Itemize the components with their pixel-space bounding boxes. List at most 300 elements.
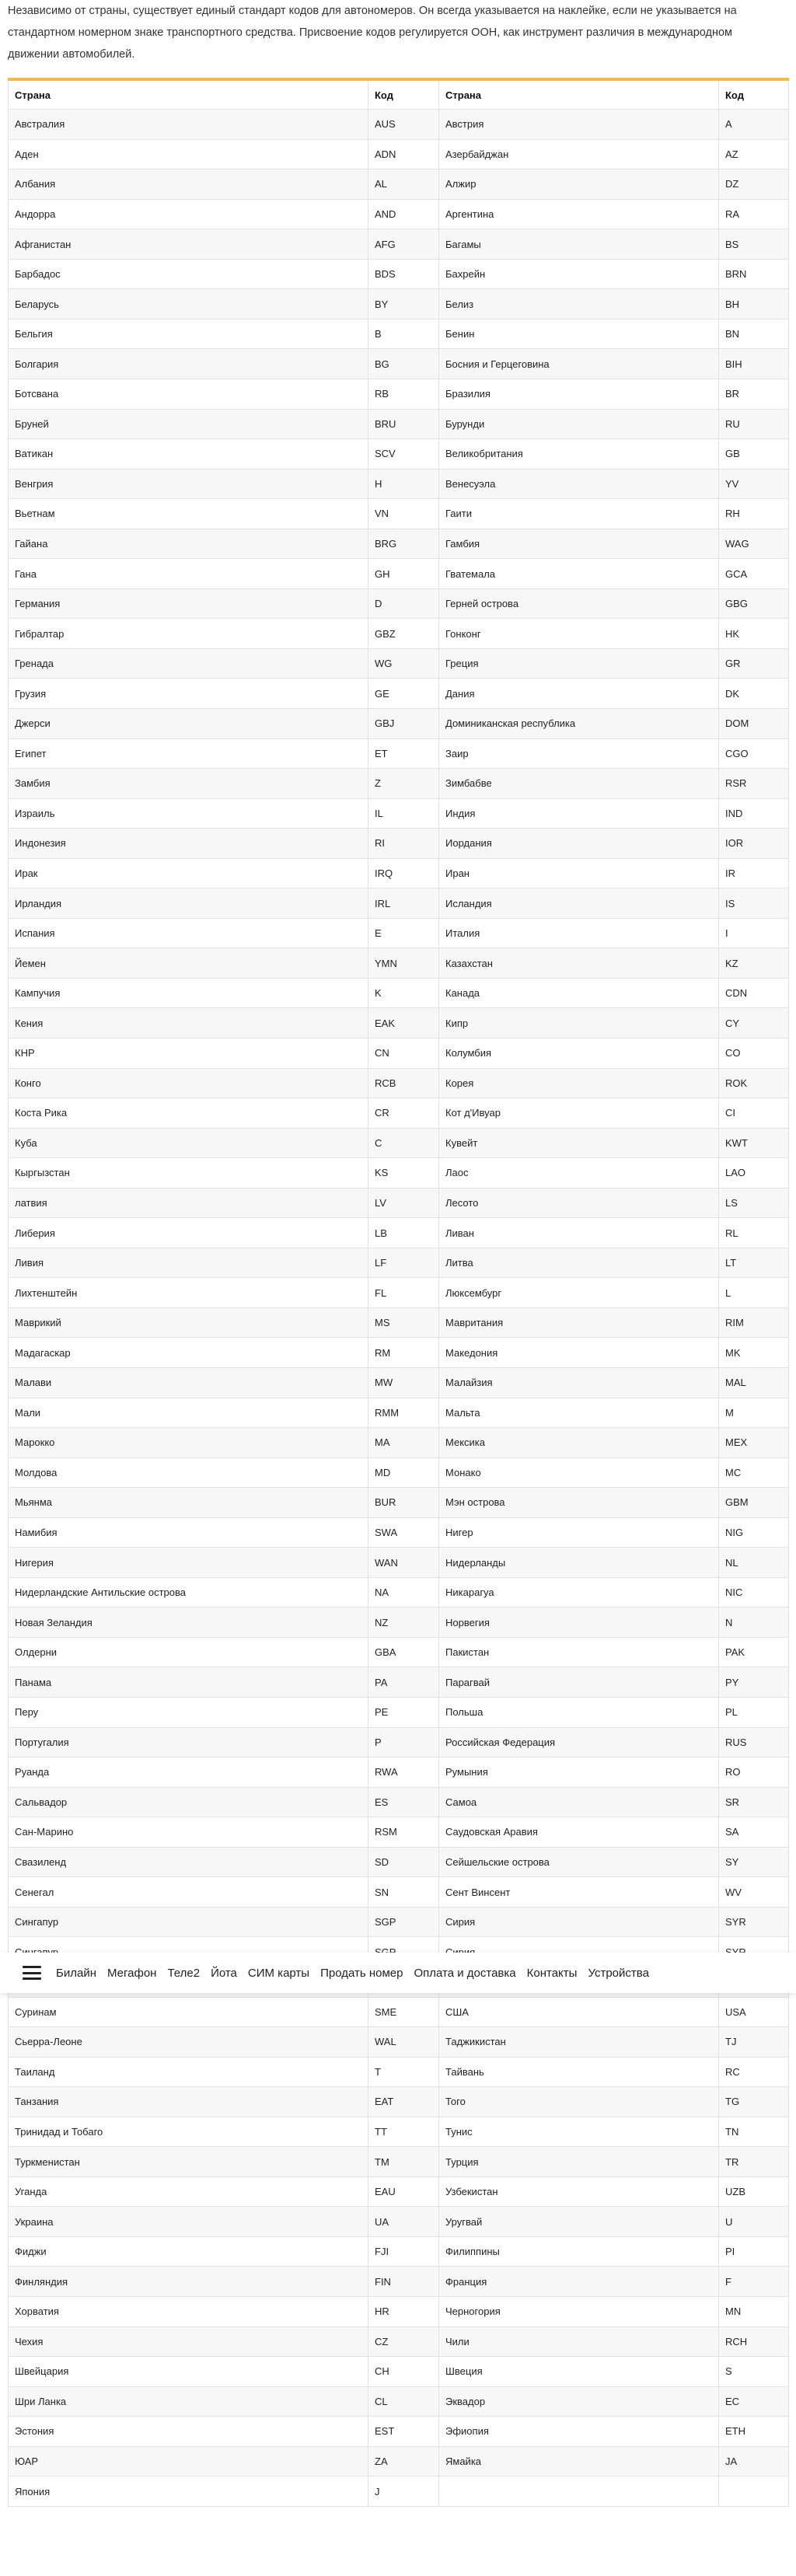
cell-code-2: TN: [719, 2117, 789, 2147]
cell-country-1: Хорватия: [9, 2296, 368, 2326]
cell-code-1: BUR: [368, 1488, 439, 1518]
cell-code-2: NL: [719, 1548, 789, 1578]
table-row: [9, 1548, 789, 1578]
table-row: [9, 1698, 789, 1728]
cell-code-1: RB: [368, 379, 439, 409]
cell-country-2: Кот д'Ивуар: [439, 1098, 719, 1129]
nav-link-yota[interactable]: Йота: [211, 1966, 237, 1980]
cell-country-2: Литва: [439, 1248, 719, 1278]
table-row: [9, 2296, 789, 2326]
cell-code-2: SYR: [719, 1907, 789, 1937]
cell-country-2: Тунис: [439, 2117, 719, 2147]
table-row: [9, 2087, 789, 2117]
cell-country-2: Чили: [439, 2326, 719, 2357]
cell-country-1: Ватикан: [9, 439, 368, 469]
table-header-row: [9, 79, 789, 110]
cell-code-1: B: [368, 319, 439, 349]
table-row: [9, 888, 789, 919]
cell-country-2: Парагвай: [439, 1667, 719, 1698]
cell-country-2: Македония: [439, 1338, 719, 1368]
cell-country-2: Кипр: [439, 1008, 719, 1038]
cell-country-1: Замбия: [9, 769, 368, 799]
cell-country-2: Франция: [439, 2267, 719, 2297]
cell-country-2: Турция: [439, 2147, 719, 2177]
cell-country-2: Греция: [439, 648, 719, 679]
table-row: [9, 439, 789, 469]
cell-code-2: WAG: [719, 529, 789, 559]
cell-code-1: WAL: [368, 2027, 439, 2058]
table-row: [9, 2477, 789, 2507]
table-row: [9, 409, 789, 439]
table-row: [9, 918, 789, 948]
cell-code-1: FJI: [368, 2236, 439, 2267]
table-row: [9, 1398, 789, 1428]
table-row: [9, 2057, 789, 2087]
cell-code-1: FL: [368, 1278, 439, 1308]
cell-code-2: BS: [719, 229, 789, 260]
cell-country-1: Ирландия: [9, 888, 368, 919]
table-row: [9, 1128, 789, 1158]
table-row: [9, 1307, 789, 1338]
cell-code-2: M: [719, 1398, 789, 1428]
table-row: [9, 289, 789, 319]
cell-code-2: ROK: [719, 1068, 789, 1098]
cell-country-1: Марокко: [9, 1428, 368, 1458]
cell-code-2: IR: [719, 858, 789, 888]
cell-code-2: MN: [719, 2296, 789, 2326]
cell-country-2: Мальта: [439, 1398, 719, 1428]
cell-country-1: Мьянма: [9, 1488, 368, 1518]
table-row: [9, 1877, 789, 1908]
cell-country-1: Испания: [9, 918, 368, 948]
table-row: [9, 529, 789, 559]
cell-country-2: Бразилия: [439, 379, 719, 409]
cell-code-1: CH: [368, 2357, 439, 2387]
cell-code-1: BDS: [368, 259, 439, 289]
cell-country-1: Беларусь: [9, 289, 368, 319]
cell-code-1: BRU: [368, 409, 439, 439]
cell-country-1: Венгрия: [9, 469, 368, 499]
cell-country-2: Мексика: [439, 1428, 719, 1458]
table-row: [9, 139, 789, 169]
cell-country-1: Маврикий: [9, 1307, 368, 1338]
cell-country-1: Молдова: [9, 1457, 368, 1488]
table-body: [9, 110, 789, 2507]
cell-country-1: Коста Рика: [9, 1098, 368, 1129]
cell-country-2: Иордания: [439, 829, 719, 859]
cell-country-1: Андорра: [9, 199, 368, 229]
cell-country-1: Ирак: [9, 858, 368, 888]
table-row: [9, 259, 789, 289]
cell-country-2: Ливан: [439, 1218, 719, 1248]
cell-code-2: PY: [719, 1667, 789, 1698]
cell-code-1: RWA: [368, 1757, 439, 1788]
cell-code-2: LS: [719, 1188, 789, 1218]
cell-code-2: JA: [719, 2446, 789, 2477]
cell-code-2: RA: [719, 199, 789, 229]
table-row: [9, 1038, 789, 1069]
table-row: [9, 2386, 789, 2417]
table-row: [9, 559, 789, 589]
hamburger-menu-icon[interactable]: [23, 1966, 41, 1980]
cell-country-1: Сингапур: [9, 1907, 368, 1937]
cell-country-1: Япония: [9, 2477, 368, 2507]
cell-country-2: Заир: [439, 738, 719, 769]
cell-code-2: CY: [719, 1008, 789, 1038]
table-row: [9, 1368, 789, 1398]
table-row: [9, 679, 789, 709]
table-row: [9, 199, 789, 229]
cell-country-1: Лихтенштейн: [9, 1278, 368, 1308]
table-row: [9, 738, 789, 769]
cell-code-2: LT: [719, 1248, 789, 1278]
cell-country-1: Туркменистан: [9, 2147, 368, 2177]
cell-code-2: S: [719, 2357, 789, 2387]
cell-code-2: UZB: [719, 2176, 789, 2207]
cell-code-2: SA: [719, 1817, 789, 1848]
cell-country-1: Уганда: [9, 2176, 368, 2207]
cell-code-2: BH: [719, 289, 789, 319]
cell-code-1: SWA: [368, 1517, 439, 1548]
cell-country-2: Мавритания: [439, 1307, 719, 1338]
cell-code-2: NIC: [719, 1577, 789, 1607]
table-row: [9, 2176, 789, 2207]
cell-code-2: MAL: [719, 1368, 789, 1398]
table-row: [9, 1757, 789, 1788]
cell-country-1: Джерси: [9, 708, 368, 738]
cell-country-1: Конго: [9, 1068, 368, 1098]
cell-code-2: RUS: [719, 1727, 789, 1757]
cell-country-1: Португалия: [9, 1727, 368, 1757]
cell-country-1: Кыргызстан: [9, 1158, 368, 1189]
cell-code-1: RM: [368, 1338, 439, 1368]
cell-country-1: Гренада: [9, 648, 368, 679]
cell-code-1: SN: [368, 1877, 439, 1908]
cell-code-2: CGO: [719, 738, 789, 769]
cell-code-2: USA: [719, 1997, 789, 2027]
cell-country-2: Великобритания: [439, 439, 719, 469]
cell-code-1: IL: [368, 798, 439, 829]
cell-code-1: IRQ: [368, 858, 439, 888]
cell-code-1: GBA: [368, 1637, 439, 1667]
cell-code-1: C: [368, 1128, 439, 1158]
cell-country-1: Мадагаскар: [9, 1338, 368, 1368]
cell-code-2: CI: [719, 1098, 789, 1129]
cell-country-2: Лаос: [439, 1158, 719, 1189]
cell-code-2: CDN: [719, 978, 789, 1008]
cell-code-1: LV: [368, 1188, 439, 1218]
cell-code-2: RL: [719, 1218, 789, 1248]
intro-paragraph: Независимо от страны, существует единый стандарт кодов для автономеров. Он всегда указывается на наклейке, если не указывается на стандартном номерном знаке транспортного средства. Присвоение кодов регулируется ООН, как инструмент различия в международном движении автомобилей.: [8, 5, 737, 61]
cell-country-1: Йемен: [9, 948, 368, 979]
cell-code-1: RSM: [368, 1817, 439, 1848]
table-row: [9, 2117, 789, 2147]
cell-code-1: Z: [368, 769, 439, 799]
cell-code-2: A: [719, 110, 789, 140]
cell-code-1: SME: [368, 1997, 439, 2027]
cell-country-2: Сейшельские острова: [439, 1847, 719, 1877]
cell-code-1: CZ: [368, 2326, 439, 2357]
nav-link-tele2[interactable]: Теле2: [167, 1966, 201, 1980]
cell-code-2: I: [719, 918, 789, 948]
cell-country-2: Гаити: [439, 499, 719, 529]
table-row: [9, 2446, 789, 2477]
cell-country-1: Болгария: [9, 349, 368, 379]
cell-country-1: Ботсвана: [9, 379, 368, 409]
table-row: [9, 858, 789, 888]
cell-code-1: EAU: [368, 2176, 439, 2207]
cell-code-1: P: [368, 1727, 439, 1757]
cell-code-1: KS: [368, 1158, 439, 1189]
cell-code-1: PA: [368, 1667, 439, 1698]
cell-country-1: Нидерландские Антильские острова: [9, 1577, 368, 1607]
cell-code-2: RIM: [719, 1307, 789, 1338]
nav-link-beeline[interactable]: Билайн: [56, 1966, 96, 1980]
cell-code-1: TT: [368, 2117, 439, 2147]
table-row: [9, 588, 789, 619]
nav-link-sim-cards[interactable]: СИМ карты: [247, 1966, 310, 1980]
cell-code-1: WG: [368, 648, 439, 679]
cell-code-2: L: [719, 1278, 789, 1308]
nav-link-contacts[interactable]: Контакты: [526, 1966, 578, 1980]
cell-country-1: Египет: [9, 738, 368, 769]
cell-code-1: LB: [368, 1218, 439, 1248]
cell-code-2: SR: [719, 1787, 789, 1817]
cell-country-2: Никарагуа: [439, 1577, 719, 1607]
cell-code-1: IRL: [368, 888, 439, 919]
cell-country-2: Индия: [439, 798, 719, 829]
nav-link-payment-delivery[interactable]: Оплата и доставка: [414, 1966, 516, 1980]
table-row: [9, 1338, 789, 1368]
cell-country-2: Того: [439, 2087, 719, 2117]
cell-country-2: Иран: [439, 858, 719, 888]
cell-country-1: Чехия: [9, 2326, 368, 2357]
cell-code-2: ETH: [719, 2417, 789, 2447]
cell-country-2: Зимбабве: [439, 769, 719, 799]
cell-country-2: Узбекистан: [439, 2176, 719, 2207]
cell-code-2: CO: [719, 1038, 789, 1069]
cell-country-2: Доминиканская республика: [439, 708, 719, 738]
table-row: [9, 1637, 789, 1667]
cell-country-1: Куба: [9, 1128, 368, 1158]
cell-code-1: BG: [368, 349, 439, 379]
cell-country-2: Лесото: [439, 1188, 719, 1218]
cell-code-2: RH: [719, 499, 789, 529]
cell-country-2: Азербайджан: [439, 139, 719, 169]
cell-country-1: Швейцария: [9, 2357, 368, 2387]
cell-country-2: Белиз: [439, 289, 719, 319]
nav-link-megafon[interactable]: Мегафон: [106, 1966, 157, 1980]
cell-code-2: KZ: [719, 948, 789, 979]
table-row: [9, 2267, 789, 2297]
cell-country-1: Сьерра-Леоне: [9, 2027, 368, 2058]
cell-code-2: DOM: [719, 708, 789, 738]
cell-code-1: TM: [368, 2147, 439, 2177]
cell-code-2: MEX: [719, 1428, 789, 1458]
cell-code-2: MC: [719, 1457, 789, 1488]
cell-country-1: Албания: [9, 169, 368, 200]
table-row: [9, 1577, 789, 1607]
cell-code-1: ADN: [368, 139, 439, 169]
table-row: [9, 1188, 789, 1218]
cell-code-1: AUS: [368, 110, 439, 140]
table-row: [9, 1068, 789, 1098]
table-row: [9, 2357, 789, 2387]
table-row: [9, 1218, 789, 1248]
cell-code-1: NZ: [368, 1607, 439, 1638]
cell-country-2: Тайвань: [439, 2057, 719, 2087]
table-row: [9, 1098, 789, 1129]
cell-country-1: Танзания: [9, 2087, 368, 2117]
cell-code-2: PL: [719, 1698, 789, 1728]
header-country-2: Страна: [439, 79, 719, 110]
table-row: [9, 319, 789, 349]
table-row: [9, 619, 789, 649]
cell-code-2: IS: [719, 888, 789, 919]
table-row: [9, 499, 789, 529]
cell-country-2: США: [439, 1997, 719, 2027]
cell-code-2: RO: [719, 1757, 789, 1788]
cell-code-2: BIH: [719, 349, 789, 379]
cell-country-2: Румыния: [439, 1757, 719, 1788]
cell-code-1: SD: [368, 1847, 439, 1877]
cell-country-2: Канада: [439, 978, 719, 1008]
cell-country-2: Польша: [439, 1698, 719, 1728]
cell-country-2: Ямайка: [439, 2446, 719, 2477]
table-row: [9, 1607, 789, 1638]
cell-code-1: MD: [368, 1457, 439, 1488]
cell-code-2: IND: [719, 798, 789, 829]
table-row: [9, 1817, 789, 1848]
cell-country-1: Барбадос: [9, 259, 368, 289]
cell-country-1: Либерия: [9, 1218, 368, 1248]
cell-country-2: Багамы: [439, 229, 719, 260]
cell-country-1: Сенегал: [9, 1877, 368, 1908]
cell-country-1: ЮАР: [9, 2446, 368, 2477]
cell-country-1: Суринам: [9, 1997, 368, 2027]
country-codes-table: [8, 78, 789, 2507]
nav-link-sell-number[interactable]: Продать номер: [320, 1966, 403, 1980]
cell-country-2: Австрия: [439, 110, 719, 140]
cell-country-2: Италия: [439, 918, 719, 948]
cell-country-1: Гайана: [9, 529, 368, 559]
cell-code-2: GB: [719, 439, 789, 469]
cell-country-2: Монако: [439, 1457, 719, 1488]
cell-code-1: HR: [368, 2296, 439, 2326]
cell-country-2: Гватемала: [439, 559, 719, 589]
cell-country-1: Бруней: [9, 409, 368, 439]
table-row: [9, 2027, 789, 2058]
cell-code-1: H: [368, 469, 439, 499]
cell-country-1: Свазиленд: [9, 1847, 368, 1877]
cell-code-1: GBZ: [368, 619, 439, 649]
cell-country-1: Грузия: [9, 679, 368, 709]
cell-country-2: Таджикистан: [439, 2027, 719, 2058]
cell-code-2: DZ: [719, 169, 789, 200]
cell-code-1: VN: [368, 499, 439, 529]
table-row: [9, 2207, 789, 2237]
cell-country-1: Аден: [9, 139, 368, 169]
cell-code-2: IOR: [719, 829, 789, 859]
cell-code-1: FIN: [368, 2267, 439, 2297]
cell-code-2: GCA: [719, 559, 789, 589]
cell-country-2: Российская Федерация: [439, 1727, 719, 1757]
cell-code-1: SGP: [368, 1907, 439, 1937]
cell-code-2: TG: [719, 2087, 789, 2117]
table-row: [9, 1517, 789, 1548]
cell-code-2: BN: [719, 319, 789, 349]
cell-country-1: Финляндия: [9, 2267, 368, 2297]
cell-code-1: K: [368, 978, 439, 1008]
cell-code-1: CN: [368, 1038, 439, 1069]
cell-code-2: MK: [719, 1338, 789, 1368]
cell-code-1: EAT: [368, 2087, 439, 2117]
cell-code-1: WAN: [368, 1548, 439, 1578]
cell-code-1: MS: [368, 1307, 439, 1338]
cell-code-1: MA: [368, 1428, 439, 1458]
table-row: [9, 229, 789, 260]
cell-country-2: Венесуэла: [439, 469, 719, 499]
cell-country-1: Вьетнам: [9, 499, 368, 529]
nav-link-devices[interactable]: Устройства: [588, 1966, 649, 1980]
cell-code-1: EST: [368, 2417, 439, 2447]
cell-country-1: латвия: [9, 1188, 368, 1218]
cell-country-2: Гонконг: [439, 619, 719, 649]
cell-country-2: Черногория: [439, 2296, 719, 2326]
cell-country-2: Люксембург: [439, 1278, 719, 1308]
cell-country-1: Германия: [9, 588, 368, 619]
cell-country-2: Эфиопия: [439, 2417, 719, 2447]
cell-code-1: SCV: [368, 439, 439, 469]
cell-code-1: MW: [368, 1368, 439, 1398]
table-row: [9, 948, 789, 979]
cell-code-1: E: [368, 918, 439, 948]
cell-country-2: Гамбия: [439, 529, 719, 559]
cell-code-1: GE: [368, 679, 439, 709]
cell-country-2: Нигер: [439, 1517, 719, 1548]
table-row: [9, 1457, 789, 1488]
table-row: [9, 2326, 789, 2357]
cell-code-2: LAO: [719, 1158, 789, 1189]
cell-code-2: KWT: [719, 1128, 789, 1158]
table-row: [9, 2147, 789, 2177]
table-row: [9, 1008, 789, 1038]
table-row: [9, 349, 789, 379]
cell-code-1: NA: [368, 1577, 439, 1607]
table-row: [9, 1278, 789, 1308]
cell-country-2: Кувейт: [439, 1128, 719, 1158]
cell-country-1: Руанда: [9, 1757, 368, 1788]
cell-code-1: CL: [368, 2386, 439, 2417]
cell-country-2: Филиппины: [439, 2236, 719, 2267]
cell-country-1: Таиланд: [9, 2057, 368, 2087]
cell-country-1: Украина: [9, 2207, 368, 2237]
cell-code-2: RU: [719, 409, 789, 439]
cell-country-2: Босния и Герцеговина: [439, 349, 719, 379]
cell-country-2: Нидерланды: [439, 1548, 719, 1578]
cell-code-2: RCH: [719, 2326, 789, 2357]
cell-country-1: Гана: [9, 559, 368, 589]
cell-country-1: Ливия: [9, 1248, 368, 1278]
cell-code-2: WV: [719, 1877, 789, 1908]
cell-country-2: Самоа: [439, 1787, 719, 1817]
cell-country-2: Алжир: [439, 169, 719, 200]
table-row: [9, 1907, 789, 1937]
cell-code-1: J: [368, 2477, 439, 2507]
table-row: [9, 1248, 789, 1278]
cell-country-2: Исландия: [439, 888, 719, 919]
cell-country-1: Гибралтар: [9, 619, 368, 649]
